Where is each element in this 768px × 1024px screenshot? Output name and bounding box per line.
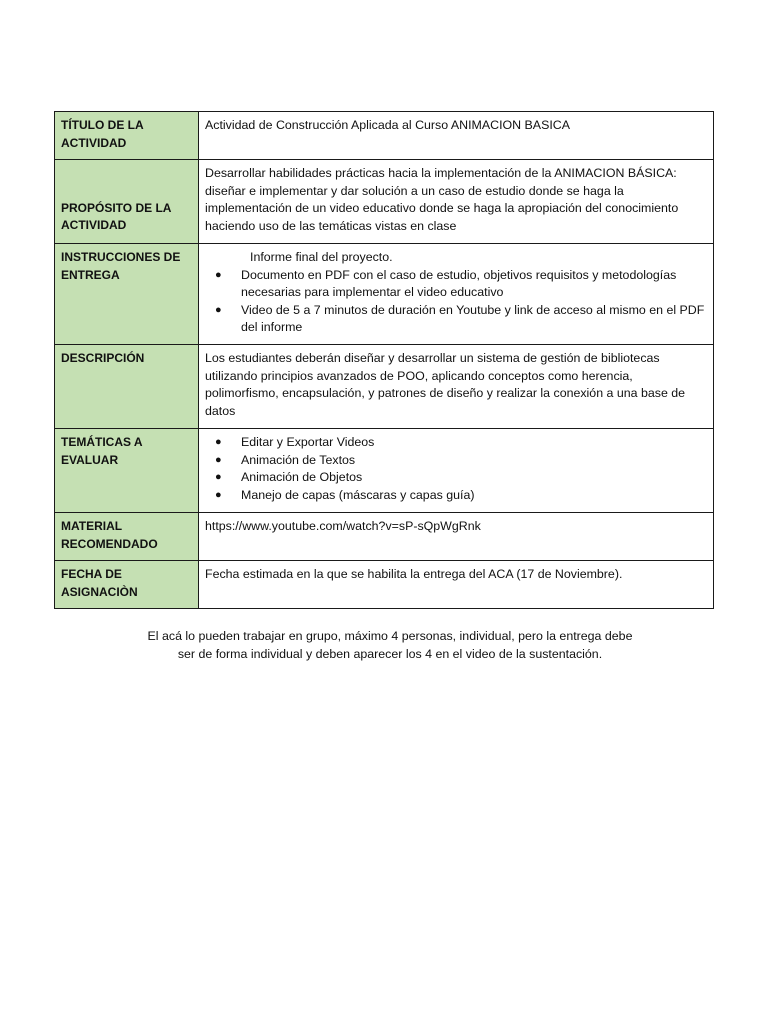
list-item xyxy=(205,302,707,337)
label-proposito: PROPÓSITO DE LA ACTIVIDAD xyxy=(55,160,199,244)
value-instrucciones xyxy=(199,244,714,345)
note-line-2: ser de forma individual y deben aparecer los 4 en el video de la sustentación. xyxy=(177,646,603,661)
note-line-1: El acá lo pueden trabajar en grupo, máximo 4 personas, individual, pero la entrega debe xyxy=(147,629,633,643)
table-row-descripcion xyxy=(55,345,714,429)
group-note xyxy=(120,628,660,663)
bullet-icon: ● xyxy=(215,488,222,501)
list-item-text: Video de 5 a 7 minutos de duración en Youtube y link de acceso al mismo en el PDF del informe xyxy=(241,302,705,335)
list-item-text: Editar y Exportar Videos xyxy=(241,435,375,449)
table-row-titulo xyxy=(55,112,714,160)
label-fecha: FECHA DE ASIGNACIÒN xyxy=(55,561,199,609)
list-item xyxy=(205,469,707,487)
bullet-icon: ● xyxy=(215,268,222,281)
list-item xyxy=(205,434,707,452)
tematicas-list xyxy=(205,434,707,504)
list-item-text: Animación de Textos xyxy=(241,452,356,467)
table-row-proposito xyxy=(55,160,714,244)
list-item-text: Manejo de capas (máscaras y capas guía) xyxy=(241,487,475,502)
table-row-fecha xyxy=(55,561,714,609)
bullet-icon: ● xyxy=(215,453,222,466)
value-proposito: Desarrollar habilidades prácticas hacia la implementación de la ANIMACION BÁSICA: diseñar e implementar y dar solución a un caso de estudio donde se haga la implementación de un video educativo donde se haga la apropiación del conocimiento haciendo uso de las temáticas vistas en clase xyxy=(199,160,714,244)
list-item-text: Documento en PDF con el caso de estudio, objetivos requisitos y metodologías necesarias para implementar el video educativo xyxy=(241,267,677,300)
list-item-text: Animación de Objetos xyxy=(241,470,363,485)
activity-table xyxy=(54,111,714,609)
label-instrucciones: INSTRUCCIONES DE ENTREGA xyxy=(55,244,199,345)
bullet-icon: ● xyxy=(215,436,222,448)
label-descripcion: DESCRIPCIÓN xyxy=(55,345,199,429)
value-tematicas xyxy=(199,429,714,513)
table-row-material xyxy=(55,513,714,561)
list-item xyxy=(205,487,707,505)
table-row-instrucciones xyxy=(55,244,714,345)
list-item xyxy=(205,452,707,470)
instrucciones-list xyxy=(205,267,707,337)
label-titulo: TÍTULO DE LA ACTIVIDAD xyxy=(55,112,199,160)
label-material: MATERIAL RECOMENDADO xyxy=(55,513,199,561)
bullet-icon: ● xyxy=(215,303,222,316)
label-tematicas: TEMÁTICAS A EVALUAR xyxy=(55,429,199,513)
value-descripcion: Los estudiantes deberán diseñar y desarrollar un sistema de gestión de bibliotecas utilizando principios avanzados de POO, aplicando conceptos como herencia, polimorfismo, encapsulación, y patrones de diseño y realizar la conexión a una base de datos xyxy=(199,345,714,429)
bullet-icon: ● xyxy=(215,471,222,484)
table-row-tematicas xyxy=(55,429,714,513)
value-titulo: Actividad de Construcción Aplicada al Curso ANIMACION BASICA xyxy=(199,112,714,160)
instrucciones-intro: Informe final del proyecto. xyxy=(250,250,393,264)
material-link[interactable]: https://www.youtube.com/watch?v=sP-sQpWgRnk xyxy=(199,513,714,561)
list-item xyxy=(205,267,707,302)
value-fecha: Fecha estimada en la que se habilita la entrega del ACA (17 de Noviembre). xyxy=(199,561,714,609)
